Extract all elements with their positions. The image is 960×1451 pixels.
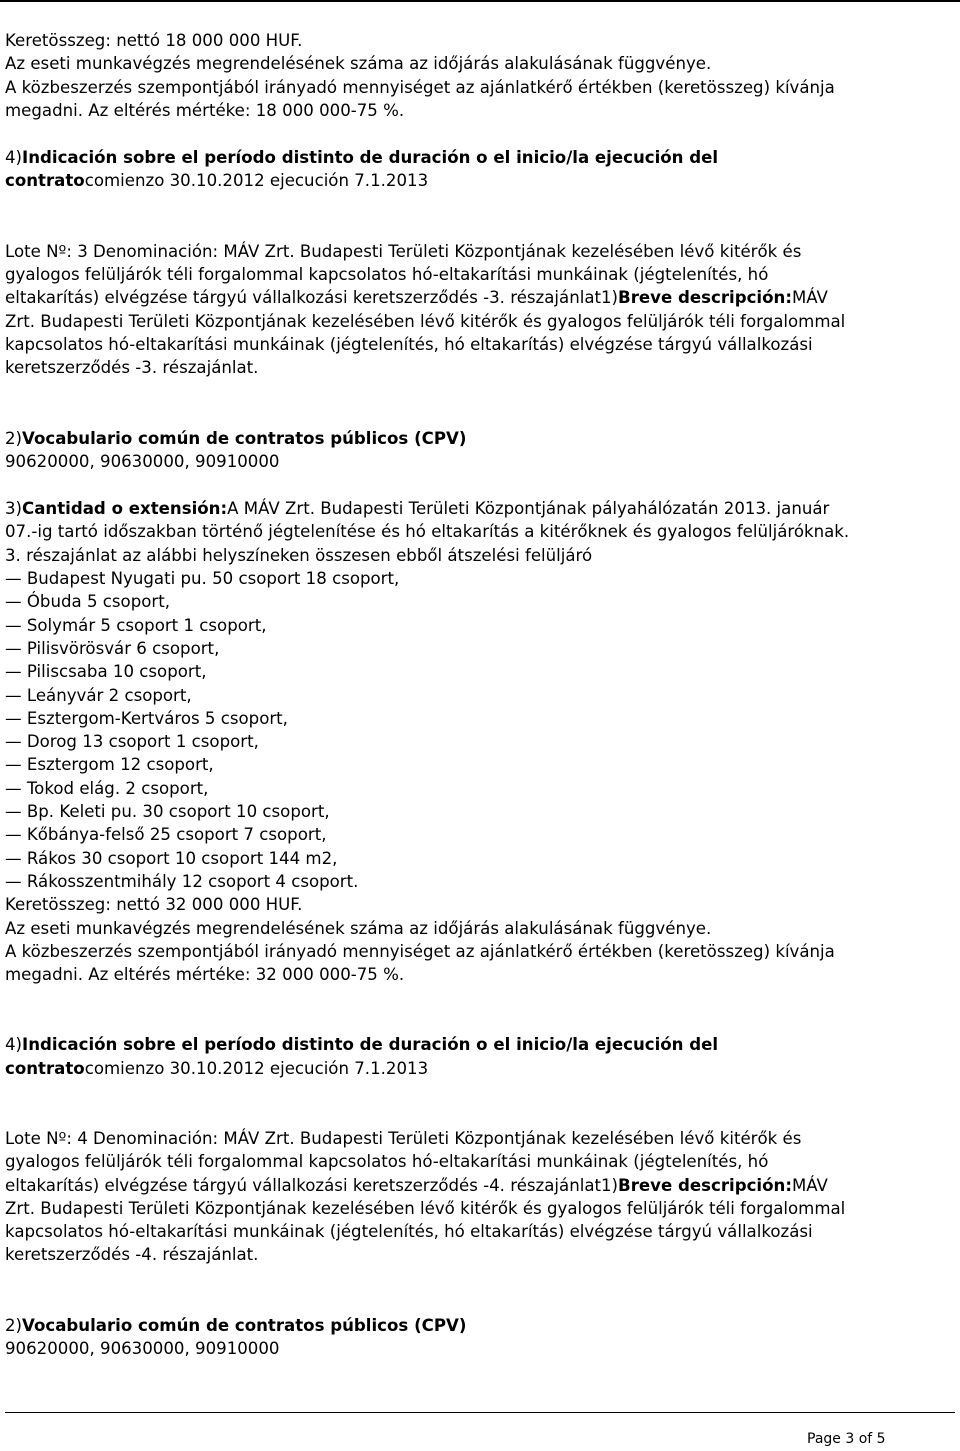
location-item: — Rákosszentmihály 12 csoport 4 csoport. (5, 871, 359, 891)
cpv-section-2 (5, 1314, 957, 1361)
section-number: 2) (5, 428, 23, 448)
section-title: Vocabulario común de contratos públicos (CPV) (22, 428, 467, 448)
location-item: — Budapest Nyugati pu. 50 csoport 18 csoport, (5, 569, 400, 589)
section-number: 3) (5, 499, 23, 519)
lot-line: kapcsolatos hó-eltakarítási munkáinak (jégtelenítés, hó eltakarítás) elvégzése tárgyú vállalkozási (5, 334, 813, 354)
lot-3-section (5, 240, 957, 380)
lot-line: Lote Nº: 4 Denominación: MÁV Zrt. Budapesti Területi Központjának kezelésében lévő kitérők és (5, 1128, 802, 1148)
top-rule (0, 0, 960, 2)
lot-4-section (5, 1127, 957, 1267)
section-heading-line (5, 1057, 957, 1080)
lot-line: Zrt. Budapesti Területi Központjának kezelésében lévő kitérők és gyalogos felüljárók téli forgalommal (5, 1198, 846, 1218)
text-line: megadni. Az eltérés mértéke: 32 000 000-75 %. (5, 965, 405, 985)
cpv-codes: 90620000, 90630000, 90910000 (5, 451, 280, 471)
location-item: — Leányvár 2 csoport, (5, 685, 192, 705)
section-heading-line: 3)Cantidad o extensión:A MÁV Zrt. Budapesti Területi Központjának pályahálózatán 2013. január (5, 499, 830, 519)
lot-line: gyalogos felüljárók téli forgalommal kapcsolatos hó-eltakarítási munkáinak (jégtelenítés, hó (5, 1152, 769, 1172)
section-number: 4) (5, 148, 23, 168)
short-description-label: Breve descripción: (618, 1175, 792, 1195)
section-title-cont: contrato (5, 171, 85, 191)
document-body (5, 29, 957, 1360)
lot-line: eltakarítás) elvégzése tárgyú vállalkozási keretszerződés -4. részajánlat1)Breve descripción:MÁV (5, 1175, 828, 1195)
location-item: — Pilisvörösvár 6 csoport, (5, 638, 220, 658)
location-item: — Tokod elág. 2 csoport, (5, 778, 209, 798)
quantity-section (5, 497, 957, 986)
location-item: — Esztergom 12 csoport, (5, 755, 214, 775)
period-dates: comienzo 30.10.2012 ejecución 7.1.2013 (84, 1058, 429, 1078)
text-line: Az eseti munkavégzés megrendelésének száma az időjárás alakulásának függvénye. (5, 54, 712, 74)
section-heading-line (5, 427, 957, 450)
location-item: — Bp. Keleti pu. 30 csoport 10 csoport, (5, 802, 330, 822)
location-item: — Kőbánya-felső 25 csoport 7 csoport, (5, 825, 327, 845)
lot-line: keretszerződés -3. részajánlat. (5, 358, 259, 378)
text-line: Az eseti munkavégzés megrendelésének száma az időjárás alakulásának függvénye. (5, 918, 712, 938)
period-dates: comienzo 30.10.2012 ejecución 7.1.2013 (84, 171, 429, 191)
cpv-section-1 (5, 427, 957, 474)
lot-line: eltakarítás) elvégzése tárgyú vállalkozási keretszerződés -3. részajánlat1)Breve descripción:MÁV (5, 288, 828, 308)
section-title: Indicación sobre el período distinto de duración o el inicio/la ejecución del (22, 148, 719, 168)
text-line: megadni. Az eltérés mértéke: 18 000 000-75 %. (5, 100, 405, 120)
period-section-2 (5, 1033, 957, 1080)
section-heading-line (5, 1033, 957, 1056)
lot-line: Lote Nº: 3 Denominación: MÁV Zrt. Budapesti Területi Központjának kezelésében lévő kitérők és (5, 241, 802, 261)
cpv-codes: 90620000, 90630000, 90910000 (5, 1339, 280, 1359)
text-line: 3. részajánlat az alábbi helyszíneken összesen ebből átszelési felüljáró (5, 545, 593, 565)
text-line: Keretösszeg: nettó 32 000 000 HUF. (5, 895, 303, 915)
section-heading-line (5, 1314, 957, 1337)
period-section-1 (5, 146, 957, 193)
lot-line: gyalogos felüljárók téli forgalommal kapcsolatos hó-eltakarítási munkáinak (jégtelenítés, hó (5, 265, 769, 285)
location-item: — Piliscsaba 10 csoport, (5, 662, 207, 682)
text-line: 07.-ig tartó időszakban történő jégtelenítése és hó eltakarítás a kitérőknek és gyalogos felüljáróknak. (5, 522, 850, 542)
section-number: 2) (5, 1315, 23, 1335)
section-number: 4) (5, 1035, 23, 1055)
section-title-cont: contrato (5, 1058, 85, 1078)
footer-rule (5, 1412, 955, 1413)
location-item: — Esztergom-Kertváros 5 csoport, (5, 708, 288, 728)
text-line: Keretösszeg: nettó 18 000 000 HUF. (5, 31, 303, 50)
location-item: — Rákos 30 csoport 10 csoport 144 m2, (5, 848, 338, 868)
location-item: — Dorog 13 csoport 1 csoport, (5, 732, 259, 752)
section-heading-line (5, 146, 957, 169)
text-line: A közbeszerzés szempontjából irányadó mennyiséget az ajánlatkérő értékben (keretösszeg) kívánja (5, 941, 835, 961)
section-title: Cantidad o extensión: (22, 499, 228, 519)
text-line: A közbeszerzés szempontjából irányadó mennyiséget az ajánlatkérő értékben (keretösszeg) kívánja (5, 77, 835, 97)
section-title: Vocabulario común de contratos públicos (CPV) (22, 1315, 467, 1335)
lot-line: kapcsolatos hó-eltakarítási munkáinak (jégtelenítés, hó eltakarítás) elvégzése tárgyú vállalkozási (5, 1222, 813, 1242)
section-title: Indicación sobre el período distinto de duración o el inicio/la ejecución del (22, 1035, 719, 1055)
location-item: — Óbuda 5 csoport, (5, 592, 170, 612)
lot-line: keretszerződés -4. részajánlat. (5, 1245, 259, 1265)
budget-block-lot2 (5, 29, 957, 122)
location-item: — Solymár 5 csoport 1 csoport, (5, 615, 267, 635)
short-description-label: Breve descripción: (618, 288, 792, 308)
lot-line: Zrt. Budapesti Területi Központjának kezelésében lévő kitérők és gyalogos felüljárók téli forgalommal (5, 311, 846, 331)
page-number: Page 3 of 5 (807, 1431, 886, 1447)
section-heading-line (5, 169, 957, 192)
